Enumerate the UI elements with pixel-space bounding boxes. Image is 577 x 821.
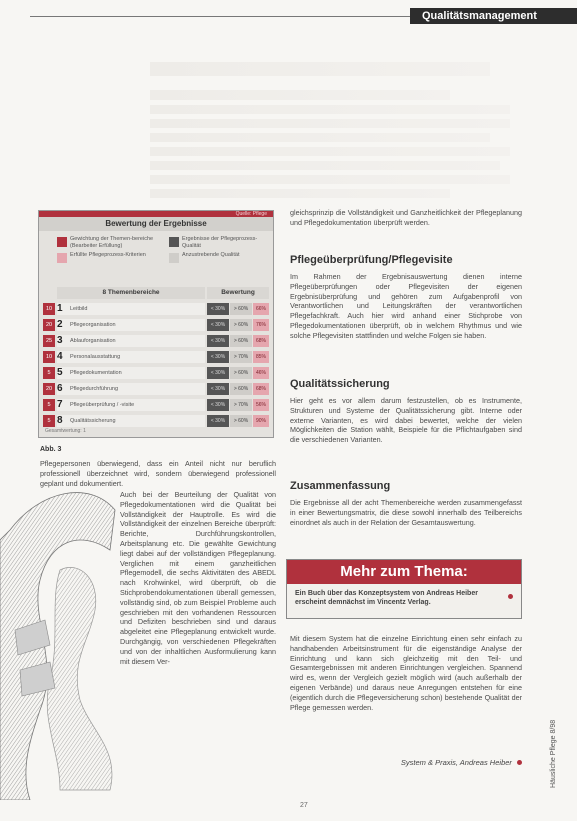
sketch-illustration xyxy=(0,470,200,800)
row-fulfilled: 76% xyxy=(253,319,269,331)
row-result: < 30% xyxy=(207,335,229,347)
more-on-topic-box xyxy=(286,559,522,619)
row-fulfilled: 56% xyxy=(253,399,269,411)
journal-sidebar xyxy=(548,678,560,788)
row-result: < 30% xyxy=(207,319,229,331)
figure-legend xyxy=(39,231,273,271)
page-number: 27 xyxy=(300,802,308,809)
row-target: > 60% xyxy=(230,335,252,347)
row-label: Leitbild xyxy=(67,303,205,315)
row-label: Pflegedokumentation xyxy=(67,367,205,379)
table-row xyxy=(43,367,269,379)
row-number: 7 xyxy=(57,399,67,411)
text-pflegeueberpruefung: Im Rahmen der Ergebnisauswertung dienen interne Pflegeüberprüfungen oder Pflegevisiten der eigenen Ergebnisüberprüfung und gehören zum Aufgabenprofil von Verantwortlichen und Leitungskräften der verantwortlichen Pflegefachkraft. Auch hier wird anhand einer Stichprobe von Pflegedokumentationen überprüft, ob in welchem Rhythmus und wie solche Pflegevisiten stattfinden und welche Folgen sie haben. xyxy=(290,272,522,340)
table-row xyxy=(43,383,269,395)
row-target: > 70% xyxy=(230,399,252,411)
author-line xyxy=(390,758,522,767)
figure-source: Quelle: Pflege xyxy=(39,211,273,217)
row-result: < 30% xyxy=(207,303,229,315)
more-on-topic-text xyxy=(287,584,521,607)
row-target: > 60% xyxy=(230,367,252,379)
col-rating: Bewertung xyxy=(207,287,269,299)
left-body-text: Auch bei der Beurteilung der Qualität von Pflegedokumentationen wird die Qualität bei Vollständigkeit der Hauptrolle. Es wird die Vollständigkeit der einzelnen Bereiche überprüft: Berichte, Durchführungskontrollen, Arbeitsplanung etc. Die gewählte Gewichtung liegt dabei auf der vollständigen Pflegeplanung. Verglichen mit einem ganzheitlichen Pflegemodell, die sechs Aktivitäten des ABEDL nach Krohwinkel, wird überprüft, ob die Stichprobendokumentationen überall gemessen, vollständig sind, ob zum Beispiel Probleme auch geschrieben mit den vorhandenen Ressourcen und Defiziten beschrieben sind und daraus abgeleitet eine Pflegeplanung entwickelt wurde. Durchgängig, von verschiedenen Pflegekräften und von der inhaltlichen Ausformulierung kann mit diesem Ver- xyxy=(120,490,276,666)
heading-zusammenfassung: Zusammenfassung xyxy=(290,480,391,492)
figure-title: Bewertung der Ergebnisse xyxy=(39,217,273,231)
row-weight: 20 xyxy=(43,319,55,331)
row-result: < 30% xyxy=(207,383,229,395)
end-bullet-icon xyxy=(517,760,522,765)
row-number: 4 xyxy=(57,351,67,363)
row-label: Pflegedurchführung xyxy=(67,383,205,395)
row-target: > 60% xyxy=(230,303,252,315)
figure-caption: Abb. 3 xyxy=(40,446,62,453)
row-number: 1 xyxy=(57,303,67,315)
red-bullet-icon xyxy=(508,594,513,599)
row-target: > 60% xyxy=(230,319,252,331)
legend-swatch-weight xyxy=(57,237,67,247)
row-result: < 30% xyxy=(207,367,229,379)
left-lead-text: Pflegepersonen überwiegend, dass ein Anteil nicht nur beruflich professionell überzeichnet wird, sondern überwiegend professionell geplant und dokumentiert. xyxy=(40,459,276,488)
row-weight: 20 xyxy=(43,383,55,395)
row-label: Pflegeüberprüfung / -visite xyxy=(67,399,205,411)
more-on-topic-title: Mehr zum Thema: xyxy=(287,560,521,584)
closing-text: Mit diesem System hat die einzelne Einrichtung einen sehr einfach zu handhabenden Arbeitsinstrument für die eigenständige Analyse der Einrichtung und kann sich gleichzeitig mit den Teil- und Gesamtergebnissen mit anderen Einrichtungen vergleichen. Spannend wird es, wenn der Vergleich gezielt möglich wird (auch außerhalb der eigenen Verbände) und daraus neue Anregungen entstehen für eine (eigentlich durch die Pflegeversicherung schon) bestehende Qualität der Pflege gemessen werden. xyxy=(290,634,522,712)
table-row xyxy=(43,319,269,331)
row-weight: 10 xyxy=(43,351,55,363)
results-figure xyxy=(38,210,274,438)
journal-issue: Häusliche Pflege 8/98 xyxy=(550,719,557,788)
row-weight: 5 xyxy=(43,367,55,379)
legend-weight: Gewichtung der Themen-bereiche (Bearbeiter Erfüllung) xyxy=(70,236,154,249)
faded-heading-area xyxy=(150,62,510,203)
row-target: > 60% xyxy=(230,415,252,427)
row-label: Pflegeorganisation xyxy=(67,319,205,331)
col-topics: 8 Themenbereiche xyxy=(57,287,205,299)
row-number: 6 xyxy=(57,383,67,395)
legend-swatch-target xyxy=(169,253,179,263)
row-number: 5 xyxy=(57,367,67,379)
right-intro-text: gleichsprinzip die Vollständigkeit und Ganzheitlichkeit der Pflegeplanung und Pflegedokumentation überprüft werden. xyxy=(290,208,522,227)
table-row xyxy=(43,351,269,363)
legend-fulfilled: Erfüllte Pflegeprozess-Kriterien xyxy=(70,252,146,258)
figure-footnote: Gesamtwertung: 1 xyxy=(45,428,86,434)
table-header xyxy=(57,287,269,299)
row-result: < 30% xyxy=(207,351,229,363)
author-names: System & Praxis, Andreas Heiber xyxy=(400,758,512,767)
more-on-topic-body: Ein Buch über das Konzeptsystem von Andreas Heiber erscheint demnächst im Vincentz Verlag. xyxy=(295,590,478,606)
legend-swatch-fulfilled xyxy=(57,253,67,263)
row-target: > 70% xyxy=(230,351,252,363)
header-rule xyxy=(30,16,410,17)
table-row xyxy=(43,399,269,411)
row-result: < 30% xyxy=(207,399,229,411)
row-fulfilled: 46% xyxy=(253,367,269,379)
heading-qualitaetssicherung: Qualitätssicherung xyxy=(290,378,390,390)
legend-target: Anzustrebende Qualität xyxy=(182,252,240,258)
row-label: Qualitätssicherung xyxy=(67,415,205,427)
row-weight: 10 xyxy=(43,303,55,315)
row-target: > 60% xyxy=(230,383,252,395)
row-number: 3 xyxy=(57,335,67,347)
row-number: 8 xyxy=(57,415,67,427)
legend-result: Ergebnisse der Pflegeprozess-Qualität xyxy=(182,236,258,249)
table-row xyxy=(43,303,269,315)
section-header: Qualitätsmanagement xyxy=(410,8,577,24)
text-qualitaetssicherung: Hier geht es vor allem darum festzustellen, ob es Instrumente, Strukturen und Systeme der Qualitätssicherung gibt. Interne oder externe Varianten, es wird dabei bewertet, welche der vielen Möglichkeiten die Station wählt, Beispiele für die Pflichtaufgaben sind die verschiedenen Varianten. xyxy=(290,396,522,445)
row-weight: 25 xyxy=(43,335,55,347)
text-zusammenfassung: Die Ergebnisse all der acht Themenbereiche werden zusammengefasst in einer Bewertungsmatrix, die diese sowohl innerhalb des Teilbereichs einordnet als auch in der Relation der Gesamtauswertung. xyxy=(290,498,522,527)
row-result: < 30% xyxy=(207,415,229,427)
legend-swatch-result xyxy=(169,237,179,247)
row-fulfilled: 68% xyxy=(253,335,269,347)
row-weight: 5 xyxy=(43,399,55,411)
table-row xyxy=(43,415,269,427)
row-label: Ablauforganisation xyxy=(67,335,205,347)
row-fulfilled: 90% xyxy=(253,415,269,427)
row-label: Personalausstattung xyxy=(67,351,205,363)
row-fulfilled: 68% xyxy=(253,383,269,395)
row-number: 2 xyxy=(57,319,67,331)
row-fulfilled: 85% xyxy=(253,351,269,363)
row-fulfilled: 66% xyxy=(253,303,269,315)
heading-pflegeueberpruefung: Pflegeüberprüfung/Pflegevisite xyxy=(290,254,453,266)
table-row xyxy=(43,335,269,347)
row-weight: 5 xyxy=(43,415,55,427)
